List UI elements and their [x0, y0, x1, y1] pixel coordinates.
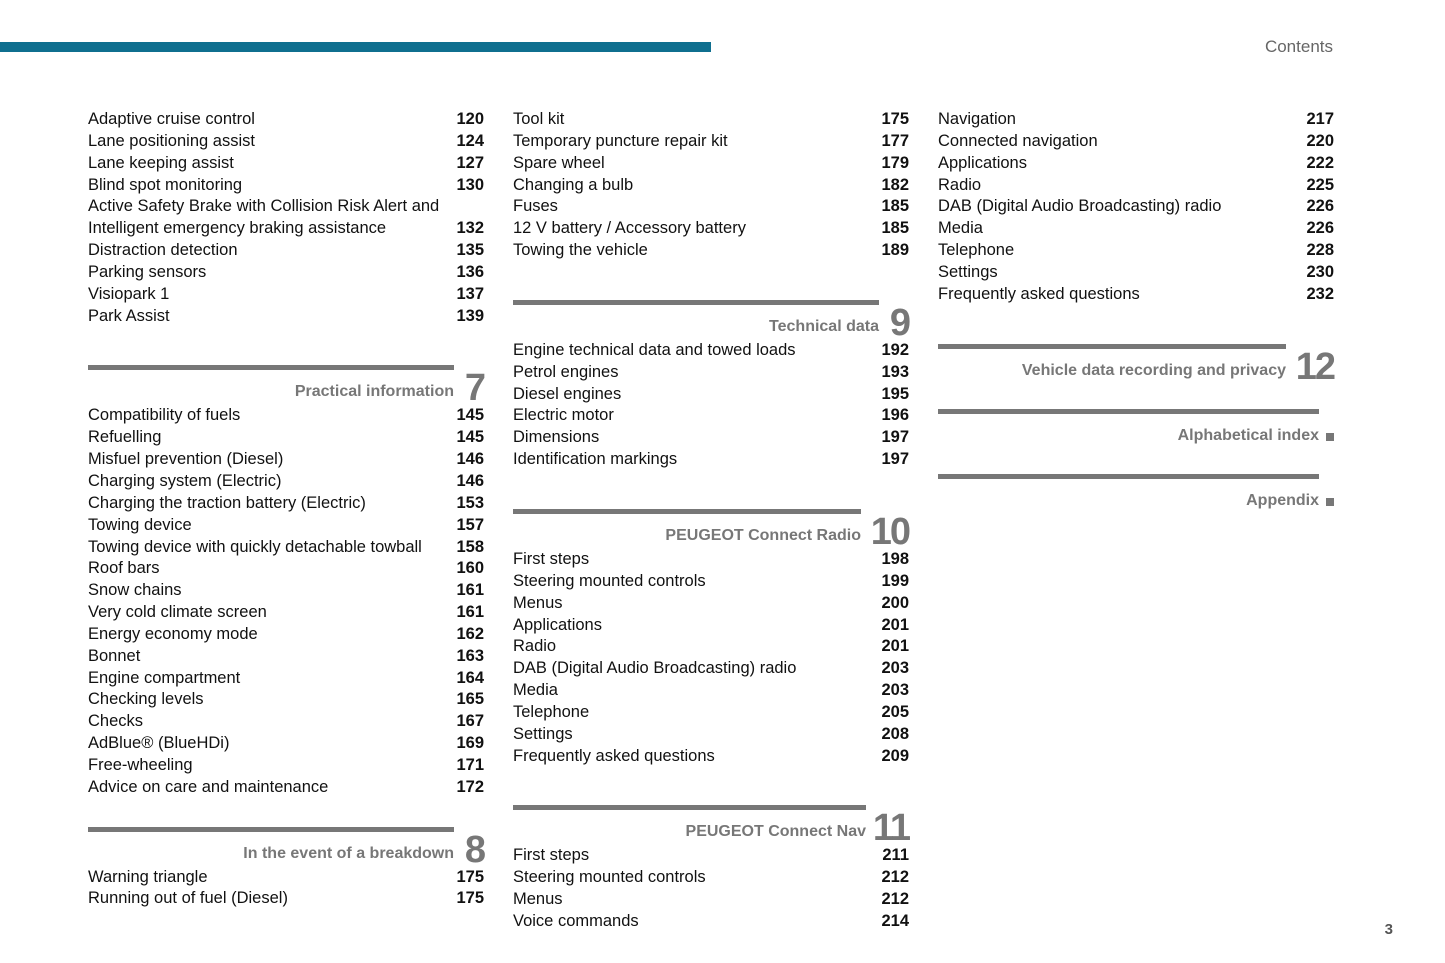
toc-entry-label: Voice commands — [513, 911, 639, 930]
toc-entry[interactable] — [88, 777, 484, 799]
toc-list — [513, 109, 909, 262]
toc-entry-label: Misfuel prevention (Diesel) — [88, 450, 284, 469]
toc-entry-label: Dimensions — [513, 428, 600, 447]
toc-entry[interactable] — [513, 911, 909, 933]
toc-entry[interactable] — [938, 262, 1334, 284]
toc-entry[interactable] — [513, 889, 909, 911]
toc-entry-page: 196 — [881, 406, 909, 425]
toc-entry-page: 185 — [881, 219, 909, 238]
section-number: 11 — [872, 807, 909, 850]
toc-entry-label: First steps — [513, 549, 590, 568]
toc-entry[interactable] — [88, 888, 484, 910]
toc-entry[interactable] — [513, 658, 909, 680]
section-title: Vehicle data recording and privacy — [1021, 361, 1286, 379]
toc-entry-label: Steering mounted controls — [513, 571, 706, 590]
toc-entry-label: Engine compartment — [88, 668, 241, 687]
toc-entry-label: Charging system (Electric) — [88, 471, 282, 490]
toc-entry[interactable] — [513, 615, 909, 637]
section-header-technical-data[interactable] — [513, 296, 909, 344]
toc-list — [513, 845, 909, 932]
toc-entry-page: 200 — [881, 593, 909, 612]
toc-entry-page: 135 — [456, 241, 484, 260]
header-accent-bar — [0, 42, 711, 52]
toc-entry-page: 193 — [881, 362, 909, 381]
toc-entry-page: 217 — [1306, 110, 1334, 128]
toc-entry-page: 185 — [881, 197, 909, 216]
toc-list — [88, 405, 484, 798]
toc-entry-page: 232 — [1306, 284, 1334, 303]
toc-entry-label: Petrol engines — [513, 362, 619, 381]
toc-entry-page: 161 — [456, 581, 484, 600]
section-rule — [513, 509, 861, 514]
toc-entry-label: Applications — [938, 153, 1027, 172]
toc-entry-label: Blind spot monitoring — [88, 175, 243, 194]
toc-entry-label: Frequently asked questions — [513, 746, 715, 765]
toc-entry-page: 197 — [881, 450, 909, 469]
toc-entry[interactable] — [88, 537, 484, 559]
toc-entry-page: 139 — [456, 306, 484, 325]
toc-entry-label: Tool kit — [513, 110, 565, 128]
toc-entry-page: 130 — [456, 175, 484, 194]
toc-entry[interactable] — [513, 384, 909, 406]
toc-entry[interactable] — [88, 449, 484, 471]
toc-entry-label: Media — [938, 219, 983, 238]
toc-entry-label: Running out of fuel (Diesel) — [88, 889, 288, 908]
section-number: 9 — [889, 301, 909, 344]
toc-entry-page: 214 — [881, 911, 909, 930]
toc-entry-page: 220 — [1306, 131, 1334, 150]
toc-entry[interactable] — [88, 558, 484, 580]
toc-entry-label: Telephone — [938, 241, 1015, 260]
toc-entry-label: Radio — [513, 637, 557, 656]
toc-entry-label: Free-wheeling — [88, 755, 193, 774]
toc-entry-label: Steering mounted controls — [513, 868, 706, 887]
toc-entry[interactable] — [513, 153, 909, 175]
toc-entry-page: 208 — [881, 724, 909, 743]
toc-entry-page: 228 — [1306, 241, 1334, 260]
toc-entry-label: Menus — [513, 593, 563, 612]
toc-entry-label: Lane keeping assist — [88, 153, 234, 172]
toc-entry-page: 160 — [456, 559, 484, 578]
toc-entry-label: Navigation — [938, 110, 1016, 128]
toc-entry-page: 158 — [456, 537, 484, 556]
toc-entry-label: Settings — [938, 262, 998, 281]
toc-entry-label: Snow chains — [88, 581, 182, 600]
section-header-connect-nav[interactable] — [513, 801, 909, 850]
toc-entry-page: 203 — [881, 681, 909, 700]
toc-entry-page: 222 — [1306, 153, 1334, 172]
toc-entry[interactable] — [88, 175, 484, 197]
toc-entry-page: 192 — [881, 340, 909, 359]
toc-entry[interactable] — [88, 153, 484, 175]
toc-entry-label: Checking levels — [88, 690, 204, 709]
toc-entry-label: Electric motor — [513, 406, 614, 425]
toc-list — [88, 867, 484, 911]
toc-entry-page: 225 — [1306, 175, 1334, 194]
section-title: Technical data — [769, 317, 879, 335]
toc-entry-label: Identification markings — [513, 450, 678, 469]
toc-entry-page: 175 — [881, 110, 909, 128]
toc-entry-label: Very cold climate screen — [88, 603, 267, 622]
toc-entry[interactable] — [513, 724, 909, 746]
toc-entry-page: 195 — [881, 384, 909, 403]
toc-entry-label: Roof bars — [88, 559, 160, 578]
toc-entry-label: Adaptive cruise control — [88, 110, 255, 128]
toc-entry-label: Settings — [513, 724, 573, 743]
toc-entry[interactable] — [513, 702, 909, 724]
toc-entry-label: Visiopark 1 — [88, 284, 170, 303]
toc-entry-page: 145 — [456, 406, 484, 425]
toc-entry[interactable] — [513, 427, 909, 449]
square-bullet-icon — [1326, 433, 1334, 441]
contents-column-1 — [88, 109, 484, 910]
section-title: PEUGEOT Connect Radio — [665, 526, 861, 544]
toc-list — [513, 549, 909, 767]
toc-entry-page: 161 — [456, 603, 484, 622]
section-header-appendix[interactable] — [938, 470, 1334, 514]
toc-entry-label: Fuses — [513, 197, 558, 216]
section-title: In the event of a breakdown — [243, 844, 454, 862]
toc-entry-page: 164 — [456, 668, 484, 687]
toc-entry[interactable] — [88, 668, 484, 690]
toc-entry-label: Towing the vehicle — [513, 241, 648, 260]
toc-entry-page: 146 — [456, 450, 484, 469]
toc-entry-page: 167 — [456, 712, 484, 731]
toc-entry-label: Radio — [938, 175, 982, 194]
toc-entry-label: 12 V battery / Accessory battery — [513, 219, 746, 238]
toc-entry-label: Distraction detection — [88, 241, 238, 260]
section-rule — [513, 300, 879, 305]
toc-entry[interactable] — [88, 867, 484, 889]
toc-entry-page: 203 — [881, 659, 909, 678]
toc-entry[interactable] — [938, 131, 1334, 153]
toc-entry-page: 146 — [456, 471, 484, 490]
section-rule — [88, 827, 454, 832]
section-header-alphabetical-index[interactable] — [938, 405, 1334, 449]
toc-entry-page: 136 — [456, 262, 484, 281]
toc-entry-label: Applications — [513, 615, 602, 634]
toc-entry-label: Warning triangle — [88, 867, 208, 886]
section-rule — [938, 344, 1286, 349]
toc-entry[interactable] — [88, 218, 484, 240]
toc-entry-label: Menus — [513, 890, 563, 909]
toc-entry[interactable] — [938, 218, 1334, 240]
toc-list — [938, 109, 1334, 306]
toc-entry-page: 175 — [456, 889, 484, 908]
section-title: Practical information — [294, 383, 454, 401]
toc-entry-label: Bonnet — [88, 646, 141, 665]
section-rule — [938, 474, 1319, 479]
toc-entry-label: Towing device — [88, 515, 192, 534]
toc-entry-label: Temporary puncture repair kit — [513, 131, 728, 150]
header-title: Contents — [1264, 37, 1333, 56]
section-title: PEUGEOT Connect Nav — [685, 823, 866, 841]
toc-entry[interactable] — [513, 218, 909, 240]
toc-entry[interactable] — [938, 196, 1334, 218]
toc-entry-label: Park Assist — [88, 306, 170, 325]
toc-entry[interactable] — [513, 340, 909, 362]
toc-entry[interactable] — [513, 571, 909, 593]
toc-entry[interactable] — [513, 680, 909, 702]
toc-entry[interactable] — [938, 240, 1334, 262]
toc-entry[interactable] — [88, 471, 484, 493]
toc-entry[interactable] — [88, 405, 484, 427]
toc-entry-page: 145 — [456, 428, 484, 447]
toc-entry-page: 153 — [456, 493, 484, 512]
toc-entry-label: Frequently asked questions — [938, 284, 1140, 303]
toc-entry-label: Parking sensors — [88, 262, 207, 281]
toc-entry[interactable] — [513, 175, 909, 197]
toc-entry[interactable] — [513, 362, 909, 384]
toc-entry-page: 199 — [881, 571, 909, 590]
toc-list — [513, 340, 909, 471]
toc-entry[interactable] — [938, 284, 1334, 306]
toc-entry-page: 124 — [456, 131, 484, 150]
section-rule — [88, 365, 454, 370]
toc-entry-page: 163 — [456, 646, 484, 665]
toc-entry[interactable] — [513, 845, 909, 867]
toc-entry-page: 157 — [456, 515, 484, 534]
toc-entry[interactable] — [88, 711, 484, 733]
toc-entry[interactable] — [88, 733, 484, 755]
toc-entry[interactable] — [513, 131, 909, 153]
toc-entry[interactable] — [88, 646, 484, 668]
toc-entry-page: 127 — [456, 153, 484, 172]
toc-entry-label: Engine technical data and towed loads — [513, 340, 796, 359]
section-header-data-privacy[interactable] — [938, 340, 1334, 388]
toc-entry[interactable] — [88, 755, 484, 777]
toc-entry-label: Lane positioning assist — [88, 131, 255, 150]
toc-entry-page: 162 — [456, 624, 484, 643]
toc-entry-label: Energy economy mode — [88, 624, 258, 643]
toc-entry-page: 211 — [882, 846, 909, 865]
toc-entry[interactable] — [88, 515, 484, 537]
toc-entry-label: First steps — [513, 846, 590, 865]
toc-entry[interactable] — [513, 867, 909, 889]
toc-entry-page: 132 — [456, 219, 484, 238]
toc-entry-label: Compatibility of fuels — [88, 406, 241, 425]
toc-entry[interactable] — [513, 449, 909, 471]
toc-entry-page: 226 — [1306, 219, 1334, 238]
toc-entry[interactable] — [513, 636, 909, 658]
toc-entry-label: Charging the traction battery (Electric) — [88, 493, 366, 512]
toc-entry-page: 172 — [456, 777, 484, 796]
toc-entry-label: AdBlue® (BlueHDi) — [88, 734, 230, 753]
toc-entry[interactable] — [513, 196, 909, 218]
toc-entry-page: 165 — [456, 690, 484, 709]
toc-entry-page: 205 — [881, 702, 909, 721]
toc-entry[interactable] — [88, 427, 484, 449]
contents-column-2 — [513, 109, 909, 933]
section-header-practical-information[interactable] — [88, 361, 484, 410]
toc-entry-label: Intelligent emergency braking assistance — [88, 219, 387, 238]
toc-entry-page: 169 — [456, 734, 484, 753]
toc-list — [88, 109, 484, 327]
toc-entry[interactable] — [88, 240, 484, 262]
toc-entry[interactable] — [88, 262, 484, 284]
toc-entry-page: 189 — [881, 241, 909, 260]
toc-entry-page: 230 — [1306, 262, 1334, 281]
toc-entry-page: 137 — [456, 284, 484, 303]
section-rule — [938, 409, 1319, 414]
toc-entry-label: DAB (Digital Audio Broadcasting) radio — [513, 659, 797, 678]
toc-entry[interactable] — [513, 109, 909, 131]
page-number: 3 — [1384, 921, 1393, 938]
toc-entry-page: 201 — [881, 615, 909, 634]
section-number: 7 — [464, 367, 484, 410]
toc-entry[interactable] — [88, 602, 484, 624]
toc-entry[interactable] — [88, 306, 484, 328]
toc-entry[interactable] — [88, 624, 484, 646]
toc-entry[interactable] — [88, 580, 484, 602]
section-title: Alphabetical index — [1177, 426, 1319, 444]
section-rule — [513, 805, 866, 810]
toc-entry[interactable] — [88, 284, 484, 306]
toc-entry-page: 120 — [456, 110, 484, 128]
section-number: 8 — [464, 828, 484, 871]
contents-column-3 — [938, 109, 1334, 514]
toc-entry-label: Active Safety Brake with Collision Risk Alert and — [88, 197, 440, 216]
toc-entry[interactable] — [513, 405, 909, 427]
toc-entry[interactable] — [513, 746, 909, 768]
toc-entry-page: 197 — [881, 428, 909, 447]
toc-entry-label: Media — [513, 681, 558, 700]
toc-entry[interactable] — [88, 109, 484, 131]
toc-entry-label: Telephone — [513, 702, 590, 721]
toc-entry[interactable] — [513, 240, 909, 262]
toc-entry[interactable] — [513, 593, 909, 615]
toc-entry-page: 175 — [456, 867, 484, 886]
toc-entry[interactable] — [88, 493, 484, 515]
section-title: Appendix — [1246, 491, 1319, 509]
toc-entry-page: 209 — [881, 746, 909, 765]
toc-entry-label: Changing a bulb — [513, 175, 634, 194]
square-bullet-icon — [1326, 498, 1334, 506]
toc-entry[interactable] — [513, 549, 909, 571]
toc-entry-page: 171 — [456, 755, 484, 774]
toc-entry-label: Checks — [88, 712, 144, 731]
toc-entry-label: Connected navigation — [938, 131, 1098, 150]
toc-entry-page: 182 — [881, 175, 909, 194]
section-number: 12 — [1295, 345, 1334, 388]
toc-entry-page: 226 — [1306, 197, 1334, 216]
toc-entry-page: 212 — [881, 890, 909, 909]
toc-entry-label: DAB (Digital Audio Broadcasting) radio — [938, 197, 1222, 216]
toc-entry-label: Advice on care and maintenance — [88, 777, 329, 796]
toc-entry-page: 198 — [881, 549, 909, 568]
toc-entry-label: Refuelling — [88, 428, 162, 447]
toc-entry-label: Towing device with quickly detachable towball — [88, 537, 422, 556]
toc-entry[interactable] — [88, 196, 484, 218]
toc-entry-label: Spare wheel — [513, 153, 605, 172]
toc-entry[interactable] — [88, 131, 484, 153]
toc-entry-page: 177 — [881, 131, 909, 150]
toc-entry[interactable] — [938, 175, 1334, 197]
section-header-connect-radio[interactable] — [513, 505, 909, 553]
section-number: 10 — [870, 510, 909, 553]
toc-entry[interactable] — [938, 109, 1334, 131]
toc-entry[interactable] — [938, 153, 1334, 175]
toc-entry-page: 201 — [881, 637, 909, 656]
toc-entry-page: 179 — [881, 153, 909, 172]
toc-entry-label: Diesel engines — [513, 384, 622, 403]
toc-entry-page: 212 — [881, 868, 909, 887]
toc-entry[interactable] — [88, 689, 484, 711]
section-header-breakdown[interactable] — [88, 823, 484, 871]
